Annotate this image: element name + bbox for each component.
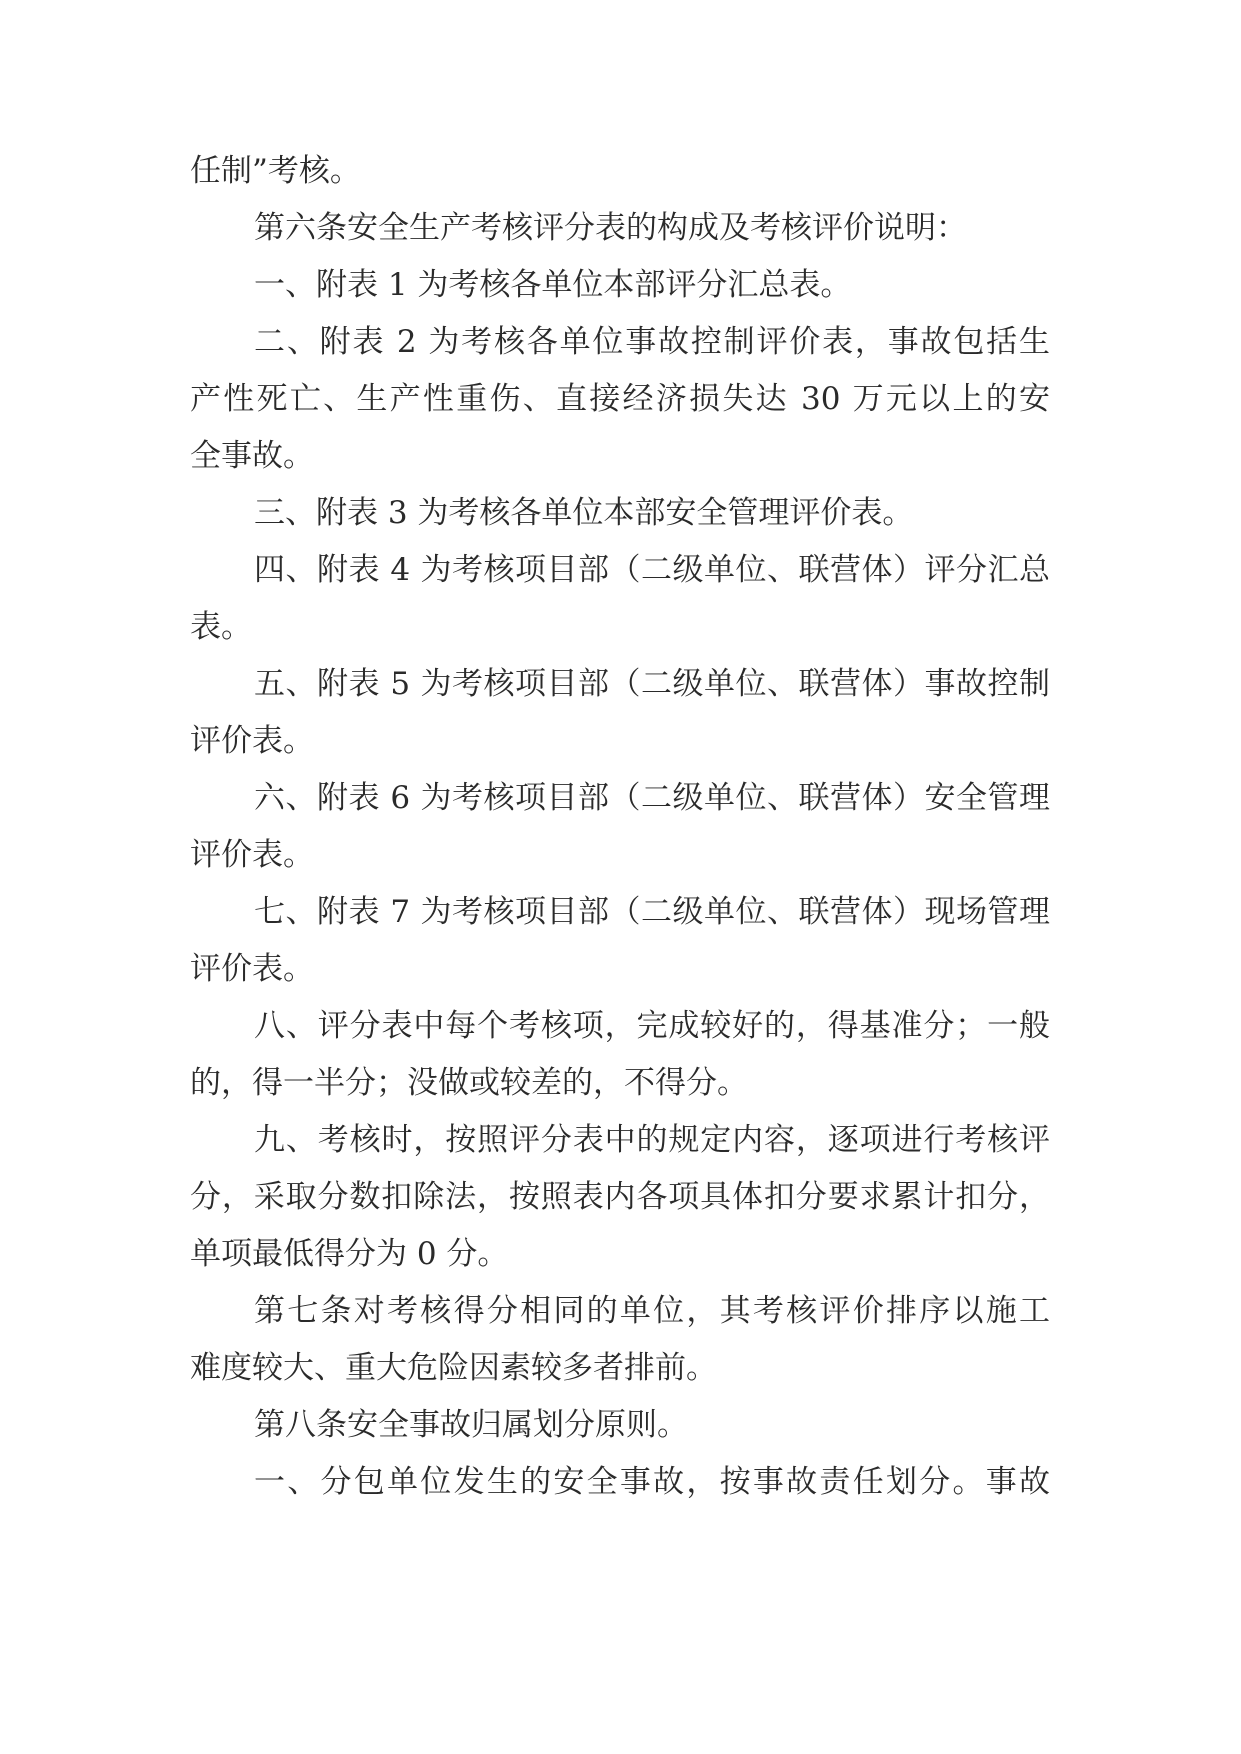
text-line: 产性死亡、生产性重伤、直接经济损失达 30 万元以上的安 <box>190 381 1050 417</box>
text-line: 第八条安全事故归属划分原则。 <box>254 1407 688 1443</box>
text-line: 表。 <box>190 609 252 645</box>
text-line: 一、分包单位发生的安全事故，按事故责任划分。事故 <box>254 1464 1050 1500</box>
text-line: 评价表。 <box>190 837 314 873</box>
text-line: 第六条安全生产考核评分表的构成及考核评价说明： <box>254 210 967 246</box>
text-line: 的，得一半分；没做或较差的，不得分。 <box>190 1065 748 1101</box>
text-line: 难度较大、重大危险因素较多者排前。 <box>190 1350 717 1386</box>
text-line: 六、附表 6 为考核项目部（二级单位、联营体）安全管理 <box>254 780 1050 816</box>
text-line: 评价表。 <box>190 951 314 987</box>
text-line: 评价表。 <box>190 723 314 759</box>
text-line: 二、附表 2 为考核各单位事故控制评价表，事故包括生 <box>254 324 1050 360</box>
text-line: 三、附表 3 为考核各单位本部安全管理评价表。 <box>254 495 914 531</box>
text-line: 分，采取分数扣除法，按照表内各项具体扣分要求累计扣分， <box>190 1179 1050 1215</box>
text-line: 七、附表 7 为考核项目部（二级单位、联营体）现场管理 <box>254 894 1050 930</box>
text-line: 四、附表 4 为考核项目部（二级单位、联营体）评分汇总 <box>254 552 1050 588</box>
text-line: 一、附表 1 为考核各单位本部评分汇总表。 <box>254 267 852 303</box>
text-line: 八、评分表中每个考核项，完成较好的，得基准分；一般 <box>254 1008 1050 1044</box>
text-line: 第七条对考核得分相同的单位，其考核评价排序以施工 <box>254 1293 1050 1329</box>
text-line: 全事故。 <box>190 438 314 474</box>
text-line: 单项最低得分为 0 分。 <box>190 1236 509 1272</box>
text-line: 五、附表 5 为考核项目部（二级单位、联营体）事故控制 <box>254 666 1050 702</box>
text-line: 九、考核时，按照评分表中的规定内容，逐项进行考核评 <box>254 1122 1050 1158</box>
text-line: 任制”考核。 <box>190 153 361 189</box>
